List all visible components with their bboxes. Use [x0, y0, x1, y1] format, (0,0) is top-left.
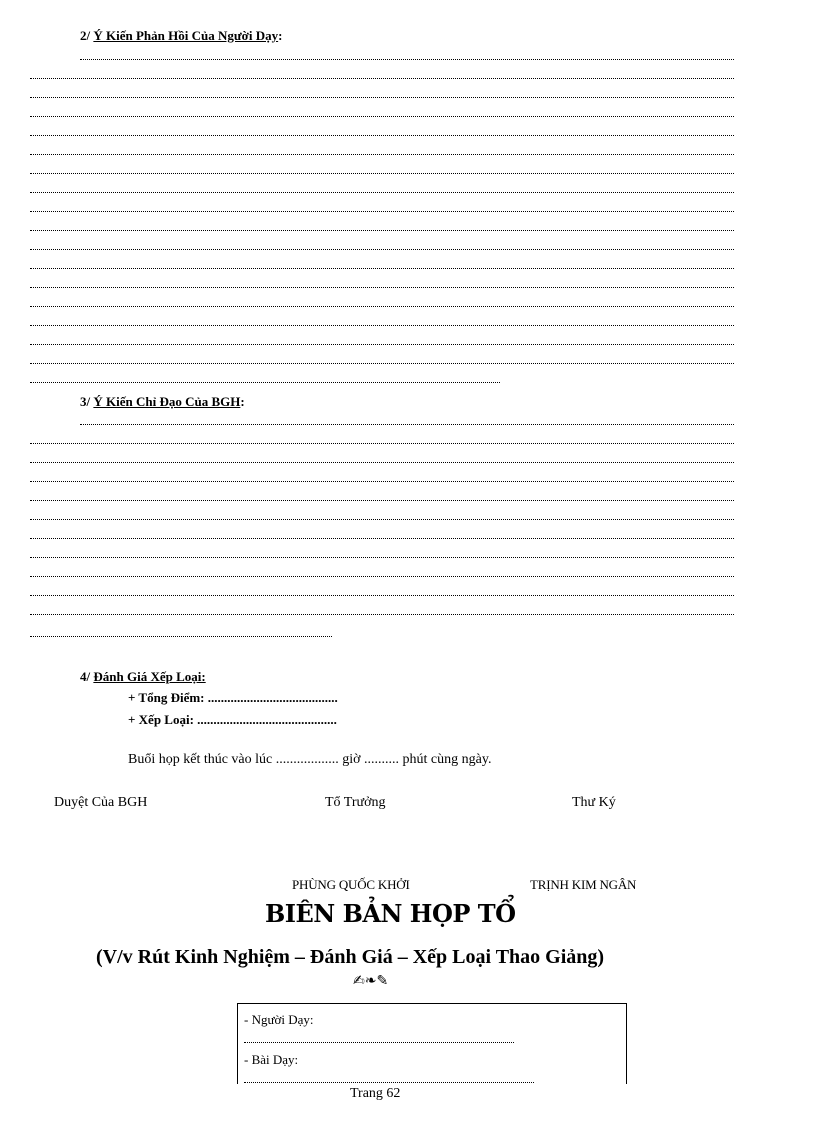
ornament-divider: ✍❧✎ [353, 973, 389, 989]
answer-line [30, 344, 734, 345]
answer-line [30, 500, 734, 501]
teacher-label: - Người Dạy: [244, 1012, 314, 1027]
answer-line [30, 636, 332, 637]
answer-line [30, 230, 734, 231]
section-3-heading [80, 394, 245, 410]
lesson-info-box [237, 1003, 627, 1084]
answer-line [30, 192, 734, 193]
document-title: BIÊN BẢN HỌP TỔ [265, 899, 516, 928]
section-3-colon: : [240, 394, 245, 409]
answer-line [30, 249, 734, 250]
section-3-title: Ý Kiến Chỉ Đạo Của BGH [93, 394, 241, 409]
section-2-heading [80, 28, 282, 44]
signature-thu-ky-name: TRỊNH KIM NGÂN [530, 877, 637, 892]
rank-line: + Xếp Loại: ........................................... [128, 712, 337, 727]
answer-line [80, 424, 734, 425]
lesson-answer-line [244, 1082, 534, 1083]
answer-line [30, 135, 734, 136]
signature-thu-ky-label: Thư Ký [572, 795, 616, 810]
closing-sentence: Buổi họp kết thúc vào lúc .................. giờ .......... phút cùng ngày. [128, 752, 492, 767]
answer-line [30, 116, 734, 117]
section-2-title: Ý Kiến Phản Hồi Của Người Dạy [93, 28, 279, 43]
lesson-label: - Bài Dạy: [244, 1052, 299, 1067]
total-score-line: + Tổng Điểm: ........................................ [128, 690, 338, 705]
answer-line [30, 97, 734, 98]
answer-line [30, 595, 734, 596]
section-4-title: Đánh Giá Xếp Loại: [93, 669, 206, 684]
answer-line [30, 538, 734, 539]
answer-line [30, 462, 734, 463]
teacher-answer-line [244, 1042, 514, 1043]
answer-line [30, 443, 734, 444]
section-4-number: 4/ [80, 669, 91, 684]
answer-line [30, 325, 734, 326]
answer-line [30, 363, 734, 364]
signature-to-truong-name: PHÙNG QUỐC KHỞI [292, 877, 410, 892]
answer-line [30, 154, 734, 155]
answer-line [80, 59, 734, 60]
answer-line [30, 557, 734, 558]
section-2-number: 2/ [80, 28, 91, 43]
section-3-number: 3/ [80, 394, 91, 409]
answer-line [30, 614, 734, 615]
answer-line [30, 519, 734, 520]
section-4-heading [80, 669, 206, 685]
document-subtitle: (V/v Rút Kinh Nghiệm – Đánh Giá – Xếp Loại Thao Giảng) [96, 946, 605, 968]
answer-line [30, 287, 734, 288]
page-number: Trang 62 [350, 1086, 401, 1101]
answer-line [30, 268, 734, 269]
answer-line [30, 78, 734, 79]
answer-line [30, 481, 734, 482]
answer-line [30, 576, 734, 577]
signature-bgh-label: Duyệt Của BGH [54, 795, 148, 810]
answer-line [30, 306, 734, 307]
section-2-colon: : [278, 28, 283, 43]
answer-line [30, 211, 734, 212]
answer-line [30, 382, 500, 383]
signature-to-truong-label: Tổ Trưởng [325, 795, 386, 810]
answer-line [30, 173, 734, 174]
